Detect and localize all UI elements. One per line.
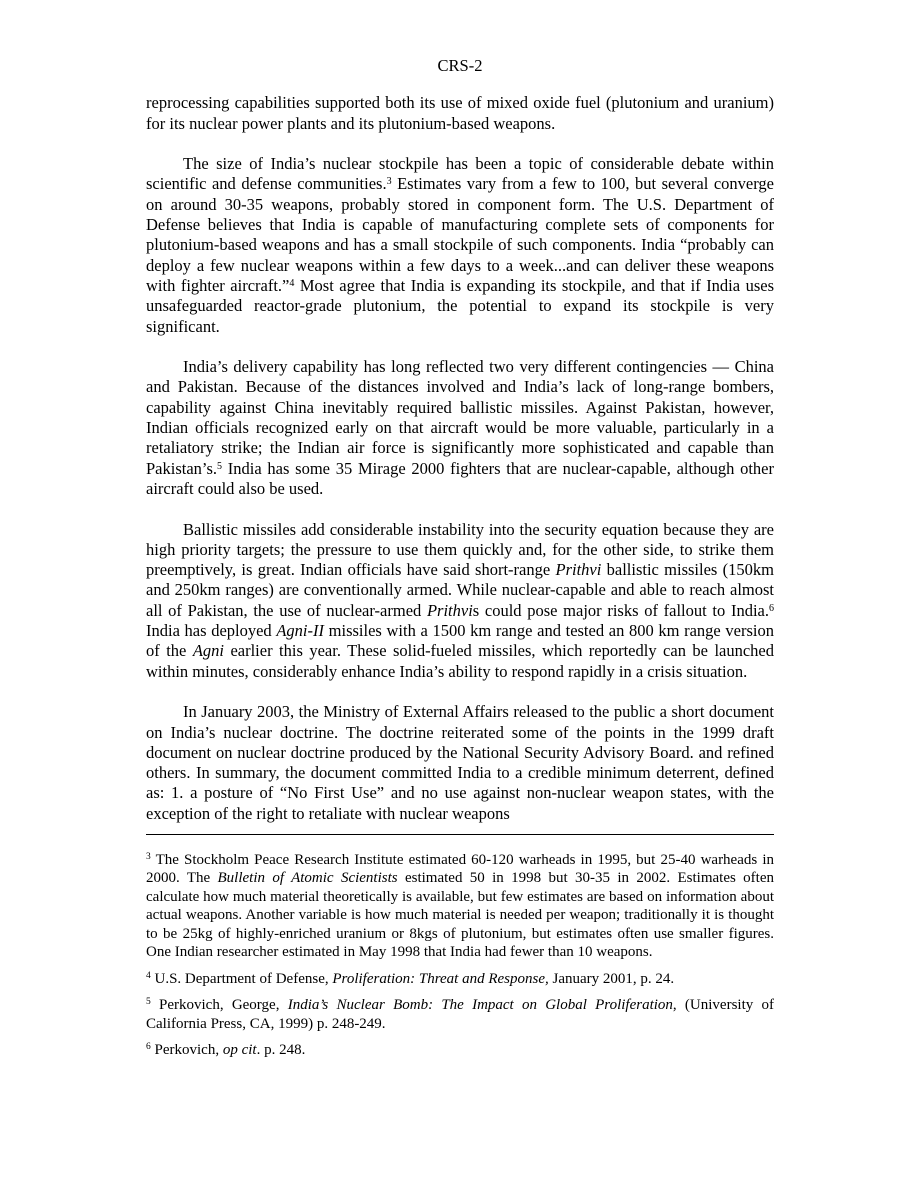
footnote-number: 5 [146,997,151,1008]
footnote-text: January 2001, p. 24. [548,970,675,987]
footnote-text: . p. 248. [256,1042,306,1059]
footnote-ref-6[interactable]: 6 [768,602,774,614]
paragraph-text: missiles with a 1500 km range and tested an 800 km range version of the [146,621,774,661]
footnote-italic: Bulletin of Atomic Scientists [217,870,398,887]
paragraph-text: The size of India’s nuclear stockpile has been a topic of considerable debate within scientific and defense communities. [146,154,774,194]
footnote-ref-5[interactable]: 5 [217,460,223,472]
footnote-text: U.S. Department of Defense, [150,970,333,987]
footnote-ref-3[interactable]: 3 [386,176,392,188]
footnote-number: 3 [146,851,151,862]
footnote-text: estimated 50 in 1998 but 30-35 in 2002. Estimates often calculate how much material theoretically is available, but few estimates are based on information about actual weapons. Another variable is how much material is needed per weapon; traditionally it is thought to be 25kg of highly-enriched uranium or 8kgs of plutonium, but estimates often use smaller figures. One Indian researcher estimated in May 1998 that India had fewer than 10 weapons. [146,870,774,961]
paragraph-text: Most agree that India is expanding its stockpile, and that if India uses unsafeguarded reactor-grade plutonium, the potential to expand its stockpile is very significant. [146,275,774,336]
paragraph-text: s could pose major risks of fallout to India. [472,600,769,620]
footnote-5 [146,996,774,1033]
italic-term: Agni-II [276,621,324,641]
italic-term: Agni [192,641,224,661]
footnote-6 [146,1041,774,1060]
italic-term: Prithvi [426,600,473,620]
footnote-text: , (University of California Press, CA, 1999) p. 248-249. [146,997,774,1032]
italic-term: Prithvi [555,560,602,580]
footnote-text: Perkovich, George, [150,997,288,1014]
paragraph-text: India has some 35 Mirage 2000 fighters that are nuclear-capable, although other aircraft could also be used. [146,458,774,498]
footnote-ref-4[interactable]: 4 [289,277,295,289]
paragraph-ballistic [146,520,774,682]
paragraph-text: Ballistic missiles add considerable instability into the security equation because they are high priority targets; the pressure to use them quickly and, for the other side, to strike them preemptively, is great. Indian officials have said short-range [146,519,774,580]
paragraph-text: ballistic missiles (150km and 250km ranges) are conventionally armed. While nuclear-capable and able to reach almost all of Pakistan, the use of nuclear-armed [146,560,774,620]
footnote-text: The Stockholm Peace Research Institute estimated 60-120 warheads in 1995, but 25-40 warheads in 2000. The [146,851,774,887]
paragraph-text: earlier this year. These solid-fueled missiles, which reportedly can be launched within minutes, considerably enhance India’s ability to respond rapidly in a crisis situation. [146,641,774,681]
paragraph-stockpile [146,154,774,337]
paragraph-text: reprocessing capabilities supported both its use of mixed oxide fuel (plutonium and uranium) for its nuclear power plants and its plutonium-based weapons. [146,93,774,133]
footnote-italic: Proliferation: Threat and Response, [332,970,549,987]
footnote-number: 4 [146,970,151,981]
document-page [146,56,774,1068]
paragraph-text: In January 2003, the Ministry of External Affairs released to the public a short document on India’s nuclear doctrine. The doctrine reiterated some of the points in the 1999 draft document on nuclear doctrine produced by the National Security Advisory Board. and refined others. In summary, the document committed India to a credible minimum deterrent, defined as: 1. a posture of “No First Use” and no use against non-nuclear weapon states, with the exception of the right to retaliate with nuclear weapons [146,702,774,823]
paragraph-doctrine [146,702,774,824]
paragraph-text: Estimates vary from a few to 100, but several converge on around 30-35 weapons, probably stored in component form. The U.S. Department of Defense believes that India is capable of manufacturing complete sets of components for plutonium-based weapons and has a small stockpile of such components. India “probably can deploy a few nuclear weapons within a few days to a week...and can deliver these weapons with fighter aircraft.” [146,174,774,295]
footnote-text: Perkovich, [150,1042,223,1059]
footnote-3 [146,851,774,962]
paragraph-text: India has deployed [146,621,277,641]
footnote-italic: op cit [222,1042,257,1059]
footnote-number: 6 [146,1042,151,1053]
paragraph-reprocessing [146,93,774,134]
paragraph-delivery [146,357,774,499]
paragraph-text: India’s delivery capability has long reflected two very different contingencies — China and Pakistan. Because of the distances involved and India’s lack of long-range bombers, capability against China inevitably required ballistic missiles. Against Pakistan, however, Indian officials recognized early on that aircraft would be more valuable, particularly in a retaliatory strike; the Indian air force is significantly more sophisticated and capable than Pakistan’s. [146,357,774,478]
footnote-4 [146,970,774,989]
footnote-italic: India’s Nuclear Bomb: The Impact on Global Proliferation [287,997,673,1014]
page-header: CRS-2 [437,56,483,75]
footnote-separator [146,834,774,835]
